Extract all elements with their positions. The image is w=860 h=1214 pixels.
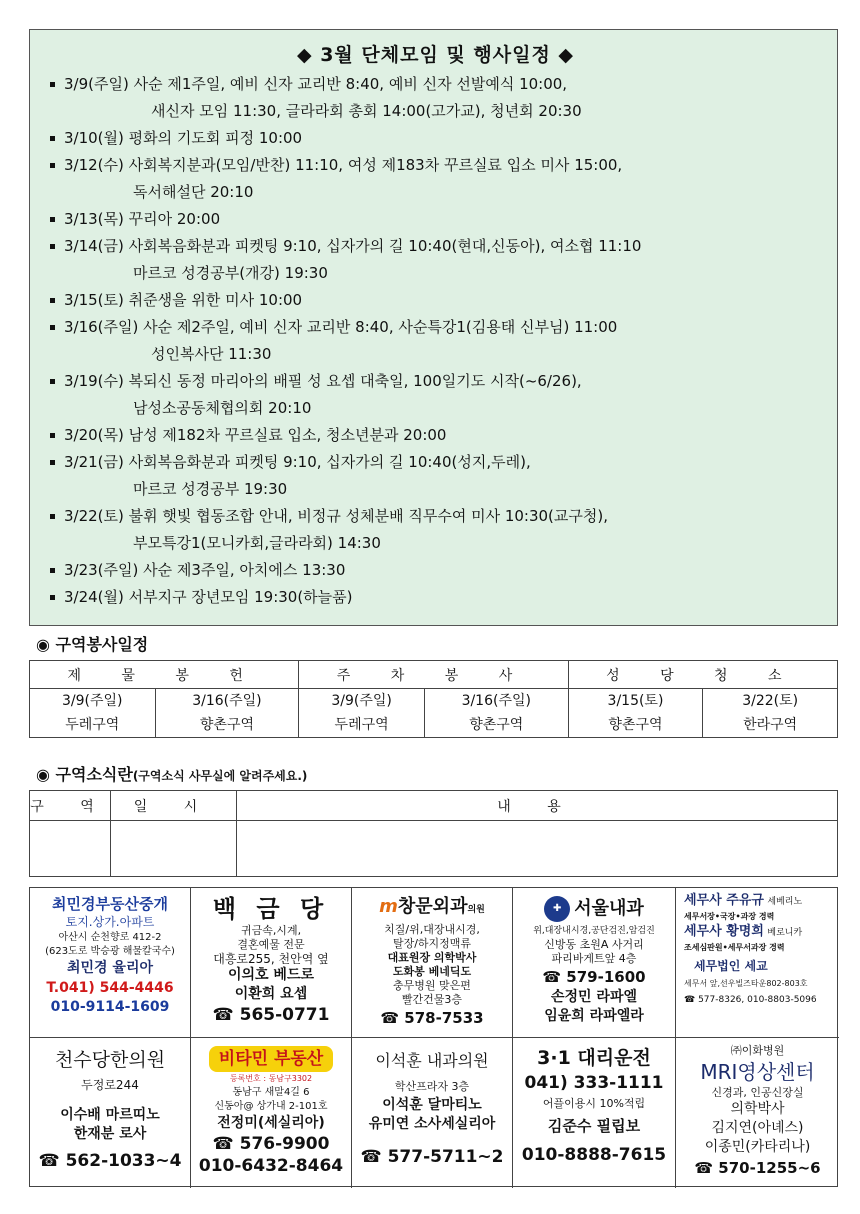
service-cell: 3/15(토) 향촌구역 <box>568 689 703 738</box>
ad-changmun-surgery: m창문외과의원 치질/위,대장내시경, 탈장/하지정맥류 대표원장 의학박사 도화봉 베네딕도 충무병원 맞은편 빨간건물3층 ☎ 578-7533 <box>352 888 513 1038</box>
schedule-item: 3/23(주일) 사순 제3주일, 아치에스 13:30 <box>48 557 823 584</box>
event-schedule-box <box>29 29 838 626</box>
news-table <box>29 790 838 877</box>
service-cell: 3/9(주일) 두레구역 <box>299 689 425 738</box>
ad-tax-office: 세무사 주유규 세베리노 세무서장•국장•과장 경력 세무사 황명희 베로니카 조세심판원•세무서과장 경력 세무법인 세교 세무서 앞,선우빌즈타운802-803호 ☎ 577-8326, 010-8803-5096 <box>676 888 839 1038</box>
news-header: 내 용 <box>237 791 838 821</box>
service-header: 주 차 봉 사 <box>299 661 568 689</box>
schedule-item: 3/21(금) 사회복음화분과 피켓팅 9:10, 십자가의 길 10:40(성지,두레), 마르코 성경공부 19:30 <box>48 449 823 503</box>
ad-lee-internal: 이석훈 내과의원 학산프라자 3층 이석훈 달마티노 유미연 소사세실리아 ☎ 577-5711~2 <box>352 1038 513 1188</box>
schedule-item: 3/10(월) 평화의 기도회 피정 10:00 <box>48 125 823 152</box>
schedule-item: 3/20(목) 남성 제182차 꾸르실료 입소, 청소년분과 20:00 <box>48 422 823 449</box>
schedule-title: ◆ 3월 단체모임 및 행사일정 ◆ <box>296 44 575 66</box>
schedule-item: 3/14(금) 사회복음화분과 피켓팅 9:10, 십자가의 길 10:40(현대,신동아), 여소협 11:10 마르코 성경공부(개강) 19:30 <box>48 233 823 287</box>
service-cell: 3/9(주일) 두레구역 <box>30 689 156 738</box>
clinic-logo-icon: m <box>379 896 398 917</box>
ad-mri-center: ㈜이화병원 MRI영상센터 신경과, 인공신장실 의학박사 김지연(아녜스) 이종민(카타리나) ☎ 570-1255~6 <box>694 1044 821 1177</box>
schedule-item: 3/19(수) 복되신 동정 마리아의 배필 성 요셉 대축일, 100일기도 시작(~6/26), 남성소공동체협의회 20:10 <box>48 368 823 422</box>
ad-baekgeumdang: 백 금 당 귀금속,시계, 결혼예물 전문 대흥로255, 천안역 옆 이의호 베드로 이환희 요셉 ☎ 565-0771 <box>191 888 352 1038</box>
service-cell: 3/16(주일) 향촌구역 <box>424 689 568 738</box>
ad-realestate-choi: 최민경부동산중개 토지.상가.아파트 아산시 순천향로 412-2 (623도로 박승광 해물칼국수) 최민경 율리아 T.041) 544-4446 010-9114-1609 <box>30 888 191 1038</box>
schedule-item: 3/12(수) 사회복지분과(모임/반찬) 11:10, 여성 제183차 꾸르실료 입소 미사 15:00, 독서해설단 20:10 <box>48 152 823 206</box>
ad-cheonsudang: 천수당한의원 두정로244 이수배 마르띠노 한재분 로사 ☎ 562-1033~4 <box>30 1038 191 1188</box>
service-section-title: ◉ 구역봉사일정 <box>36 635 149 654</box>
service-table <box>29 660 838 738</box>
service-header: 제 물 봉 헌 <box>30 661 299 689</box>
news-header: 일 시 <box>111 791 237 821</box>
schedule-item: 3/16(주일) 사순 제2주일, 예비 신자 교리반 8:40, 사순특강1(김용태 신부님) 11:00 성인복사단 11:30 <box>48 314 823 368</box>
news-cell <box>111 821 237 877</box>
news-header: 구 역 <box>30 791 111 821</box>
schedule-item: 3/15(토) 취준생을 위한 미사 10:00 <box>48 287 823 314</box>
schedule-item: 3/24(월) 서부지구 장년모임 19:30(하늘품) <box>48 584 823 611</box>
clinic-emblem-icon: ✚ <box>544 896 570 922</box>
news-cell <box>30 821 111 877</box>
schedule-list <box>48 71 823 611</box>
ad-vitamin-realestate: 비타민 부동산 등록번호 : 동남구3302 동남구 새말4길 6 신동아@ 상가내 2-101호 전정미(세실리아) ☎ 576-9900 010-6432-8464 <box>191 1038 352 1188</box>
service-cell: 3/22(토) 한라구역 <box>703 689 838 738</box>
ad-31-driver: 3·1 대리운전 041) 333-1111 어플이용시 10%적립 김준수 필립보 010-8888-7615 <box>513 1038 676 1188</box>
schedule-item: 3/13(목) 꾸리아 20:00 <box>48 206 823 233</box>
ad-grid <box>29 887 838 1187</box>
service-header: 성 당 청 소 <box>568 661 837 689</box>
schedule-item: 3/22(토) 불휘 햇빛 협동조합 안내, 비정규 성체분배 직무수여 미사 10:30(교구청), 부모특강1(모니카회,글라라회) 14:30 <box>48 503 823 557</box>
schedule-item: 3/9(주일) 사순 제1주일, 예비 신자 교리반 8:40, 예비 신자 선발예식 10:00, 새신자 모임 11:30, 글라라회 총회 14:00(고가교), 청년회 20:30 <box>48 71 823 125</box>
service-cell: 3/16(주일) 향촌구역 <box>155 689 299 738</box>
news-cell <box>237 821 838 877</box>
news-section-title: ◉ 구역소식란(구역소식 사무실에 알려주세요.) <box>36 765 308 784</box>
ad-seoul-internal: ✚ 서울내과 위,대장내시경,공단검진,암검진 신방동 초원A 사거리 파리바게트앞 4층 ☎ 579-1600 손정민 라파엘 임윤희 라파엘라 <box>513 888 676 1038</box>
